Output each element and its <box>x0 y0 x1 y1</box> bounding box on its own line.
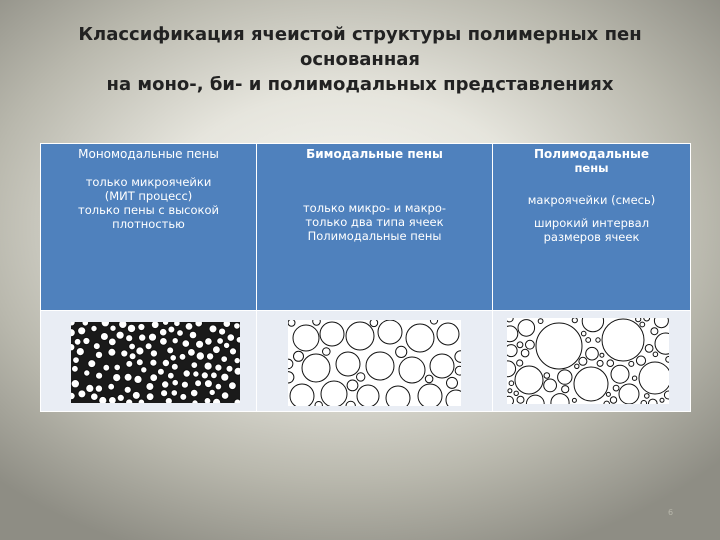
macro-cell <box>639 362 669 394</box>
title-line-2: основанная <box>300 49 420 70</box>
micro-cell <box>121 350 128 357</box>
micro-cell <box>117 394 124 401</box>
micro-cell <box>162 322 168 325</box>
polymodal-header-line-2: пены <box>574 161 609 175</box>
micro-cell <box>204 362 212 370</box>
polymodal-desc-line-1: макроячейки (смесь) <box>527 193 656 207</box>
macro-cell <box>515 366 543 394</box>
micro-cell <box>215 364 222 371</box>
micro-cell <box>189 331 197 339</box>
micro-cell <box>455 366 461 375</box>
micro-cell <box>129 353 136 360</box>
macro-cell <box>536 323 582 369</box>
micro-cell <box>83 337 90 344</box>
micro-cell <box>181 381 188 388</box>
micro-cell <box>223 342 229 348</box>
micro-cell <box>572 318 577 323</box>
micro-cell <box>126 335 133 342</box>
micro-cell <box>71 329 75 337</box>
micro-cell <box>507 318 513 322</box>
monomodal-cell <box>41 144 257 311</box>
bimodal-desc-line-1: только микро- и макро- <box>302 201 447 215</box>
micro-cell <box>108 383 115 390</box>
micro-cell <box>517 396 524 403</box>
micro-cell <box>99 396 107 403</box>
macro-cell <box>357 385 379 406</box>
micro-cell <box>645 345 653 353</box>
title-line-3: на моно-, би- и полимодальных представлениях <box>106 74 614 95</box>
micro-cell <box>644 318 650 321</box>
bimodal-desc-line-3: Полимодальные пены <box>307 229 442 243</box>
micro-cell <box>177 330 184 337</box>
micro-cell <box>597 360 603 366</box>
micro-cell <box>640 322 645 327</box>
macro-cell <box>302 354 330 382</box>
micro-cell <box>76 348 84 356</box>
medium-cell <box>518 320 535 337</box>
macro-cell <box>406 324 434 352</box>
micro-cell <box>370 320 378 327</box>
micro-cell <box>396 346 407 357</box>
micro-cell <box>607 360 614 367</box>
micro-cell <box>600 353 604 357</box>
micro-cell <box>223 322 231 328</box>
micro-cell <box>219 328 226 335</box>
micro-cell <box>172 379 179 386</box>
micro-cell <box>96 372 103 379</box>
micro-cell <box>174 322 181 327</box>
micro-cell <box>136 347 144 355</box>
micro-cell <box>190 389 198 397</box>
micro-cell <box>167 372 174 379</box>
micro-cell <box>201 372 208 379</box>
polymodal-foam-image <box>507 318 669 404</box>
monomodal-foam-image <box>71 322 240 403</box>
micro-cell <box>581 331 586 336</box>
micro-cell <box>288 320 295 326</box>
micro-cell <box>664 391 669 399</box>
micro-cell <box>124 386 131 393</box>
micro-cell <box>586 338 591 343</box>
micro-cell <box>226 365 233 372</box>
micro-cell <box>514 391 518 395</box>
micro-cell <box>666 357 669 363</box>
micro-cell <box>141 367 147 373</box>
slide-number: 6 <box>668 508 674 517</box>
micro-cell <box>151 322 159 329</box>
micro-cell <box>108 348 116 356</box>
micro-cell <box>596 338 600 342</box>
micro-cell <box>84 370 90 376</box>
micro-cell <box>91 393 99 401</box>
micro-cell <box>146 393 154 401</box>
micro-cell <box>204 380 212 388</box>
micro-cell <box>171 390 178 397</box>
micro-cell <box>71 380 79 388</box>
monomodal-desc-line-4: плотностью <box>112 217 185 231</box>
micro-cell <box>507 396 514 404</box>
micro-cell <box>234 367 240 375</box>
micro-cell <box>126 399 133 403</box>
medium-cell <box>654 318 668 328</box>
medium-cell <box>586 347 599 360</box>
micro-cell <box>165 398 172 404</box>
polymodal-desc-line-3: размеров ячеек <box>543 230 640 244</box>
micro-cell <box>651 328 658 335</box>
micro-cell <box>660 398 664 402</box>
micro-cell <box>610 397 616 403</box>
micro-cell <box>139 334 146 341</box>
micro-cell <box>72 365 79 372</box>
micro-cell <box>170 355 177 362</box>
micro-cell <box>645 394 650 399</box>
bimodal-image-cell <box>257 311 493 412</box>
micro-cell <box>185 323 193 331</box>
micro-cell <box>138 399 145 403</box>
bimodal-cell <box>257 144 493 311</box>
micro-cell <box>180 393 187 400</box>
micro-cell <box>613 385 619 391</box>
micro-cell <box>71 392 75 399</box>
micro-cell <box>110 325 116 331</box>
micro-cell <box>509 381 514 386</box>
micro-cell <box>521 349 529 357</box>
micro-cell <box>191 362 198 369</box>
micro-cell <box>229 382 237 390</box>
micro-cell <box>162 381 169 388</box>
medium-cell <box>611 365 629 383</box>
micro-cell <box>234 357 240 363</box>
micro-cell <box>294 351 304 361</box>
micro-cell <box>221 356 228 363</box>
micro-cell <box>209 389 215 395</box>
micro-cell <box>229 348 236 355</box>
foam-classification-table <box>40 143 691 412</box>
micro-cell <box>221 373 229 381</box>
micro-cell <box>172 338 178 344</box>
micro-cell <box>234 323 240 330</box>
micro-cell <box>430 320 437 324</box>
macro-cell <box>430 354 454 378</box>
polymodal-header-line-1: Полимодальные <box>534 147 649 161</box>
micro-cell <box>150 350 157 357</box>
micro-cell <box>649 399 658 404</box>
micro-cell <box>126 360 133 367</box>
micro-cell <box>88 360 96 368</box>
micro-cell <box>150 374 158 382</box>
monomodal-desc-line-2: (МИТ процесс) <box>104 189 193 203</box>
micro-cell <box>641 401 647 405</box>
micro-cell <box>632 376 636 380</box>
micro-cell <box>517 360 523 366</box>
micro-cell <box>323 348 331 356</box>
micro-cell <box>204 398 211 404</box>
micro-cell <box>74 338 81 345</box>
bimodal-desc-line-2: только два типа ячеек <box>305 215 444 229</box>
micro-cell <box>78 327 86 335</box>
micro-cell <box>209 325 217 333</box>
micro-cell <box>217 338 224 345</box>
polymodal-image-cell <box>493 311 691 412</box>
micro-cell <box>347 380 358 391</box>
micro-cell <box>236 337 240 344</box>
macro-cell <box>619 384 639 404</box>
macro-cell <box>366 352 394 380</box>
micro-cell <box>114 364 121 371</box>
micro-cell <box>134 375 142 383</box>
micro-cell <box>146 383 154 391</box>
macro-cell <box>290 384 314 406</box>
micro-cell <box>160 338 168 346</box>
micro-cell <box>215 383 222 390</box>
micro-cell <box>95 351 102 358</box>
micro-cell <box>145 343 152 350</box>
title-line-1: Классификация ячеистой структуры полимерных пен <box>78 24 642 45</box>
micro-cell <box>108 338 116 346</box>
micro-cell <box>572 398 576 402</box>
micro-cell <box>86 384 94 392</box>
micro-cell <box>109 397 117 404</box>
polymodal-cell <box>493 144 691 311</box>
macro-cell <box>293 325 319 351</box>
medium-cell <box>507 326 518 342</box>
micro-cell <box>213 346 221 354</box>
micro-cell <box>150 359 157 366</box>
micro-cell <box>575 364 579 368</box>
micro-cell <box>71 344 75 351</box>
micro-cell <box>132 391 140 399</box>
micro-cell <box>653 352 658 357</box>
micro-cell <box>136 359 143 366</box>
micro-cell <box>157 368 164 375</box>
micro-cell <box>425 375 433 383</box>
micro-cell <box>95 385 102 392</box>
micro-cell <box>119 322 127 329</box>
micro-cell <box>73 357 80 364</box>
micro-cell <box>196 340 204 348</box>
monomodal-image-cell <box>41 311 257 412</box>
macro-cell <box>386 386 410 406</box>
micro-cell <box>196 352 204 360</box>
micro-cell <box>193 371 199 377</box>
micro-cell <box>517 342 523 348</box>
micro-cell <box>171 363 178 370</box>
micro-cell <box>447 377 458 388</box>
macro-cell <box>399 357 425 383</box>
micro-cell <box>205 338 213 346</box>
macro-cell <box>378 320 402 344</box>
micro-cell <box>629 361 634 366</box>
micro-cell <box>192 400 198 403</box>
macro-cell <box>437 323 459 345</box>
micro-cell <box>124 373 132 381</box>
monomodal-header: Мономодальные пены <box>78 147 219 161</box>
micro-cell <box>161 390 168 397</box>
polymodal-desc-line-2: широкий интервал <box>533 216 650 230</box>
micro-cell <box>162 359 169 366</box>
medium-cell <box>558 370 572 384</box>
micro-cell <box>195 380 202 387</box>
micro-cell <box>526 340 535 349</box>
macro-cell <box>418 384 442 406</box>
medium-cell <box>507 345 517 357</box>
monomodal-desc-line-1: только микроячейки <box>85 175 212 189</box>
micro-cell <box>538 319 543 324</box>
bimodal-foam-image <box>288 320 461 406</box>
micro-cell <box>188 349 196 357</box>
macro-cell <box>321 381 347 406</box>
macro-cell <box>602 319 644 361</box>
table-header-row <box>41 144 691 311</box>
micro-cell <box>113 374 121 382</box>
micro-cell <box>357 373 365 381</box>
micro-cell <box>91 325 97 331</box>
micro-cell <box>313 320 321 325</box>
micro-cell <box>159 328 167 336</box>
micro-cell <box>315 402 322 407</box>
micro-cell <box>78 390 86 398</box>
slide-title <box>40 22 680 97</box>
micro-cell <box>234 399 240 403</box>
micro-cell <box>221 392 229 400</box>
micro-cell <box>93 343 100 350</box>
micro-cell <box>101 322 109 327</box>
micro-cell <box>182 340 190 348</box>
micro-cell <box>168 326 175 333</box>
macro-cell <box>336 352 360 376</box>
micro-cell <box>604 401 610 404</box>
micro-cell <box>636 318 641 322</box>
micro-cell <box>82 322 89 326</box>
micro-cell <box>148 333 156 341</box>
micro-cell <box>103 364 110 371</box>
micro-cell <box>116 331 124 339</box>
micro-cell <box>100 333 108 341</box>
micro-cell <box>206 353 213 360</box>
monomodal-desc-line-3: только пены с высокой <box>78 203 219 217</box>
table-image-row <box>41 311 691 412</box>
micro-cell <box>288 359 293 369</box>
bimodal-header: Бимодальные пены <box>306 147 443 161</box>
micro-cell <box>167 347 174 354</box>
micro-cell <box>213 398 221 403</box>
micro-cell <box>211 372 218 379</box>
micro-cell <box>138 323 145 330</box>
micro-cell <box>562 386 569 393</box>
micro-cell <box>183 370 190 377</box>
micro-cell <box>127 324 135 332</box>
micro-cell <box>579 357 587 365</box>
micro-cell <box>636 356 645 365</box>
micro-cell <box>606 392 610 396</box>
micro-cell <box>179 353 186 360</box>
macro-cell <box>346 322 374 350</box>
micro-cell <box>508 389 512 393</box>
micro-cell <box>227 334 235 342</box>
micro-cell <box>195 322 203 327</box>
micro-cell <box>544 373 550 379</box>
macro-cell <box>320 322 344 346</box>
micro-cell <box>346 401 355 406</box>
macro-cell <box>574 367 608 401</box>
medium-cell <box>544 379 557 392</box>
micro-cell <box>129 343 136 350</box>
